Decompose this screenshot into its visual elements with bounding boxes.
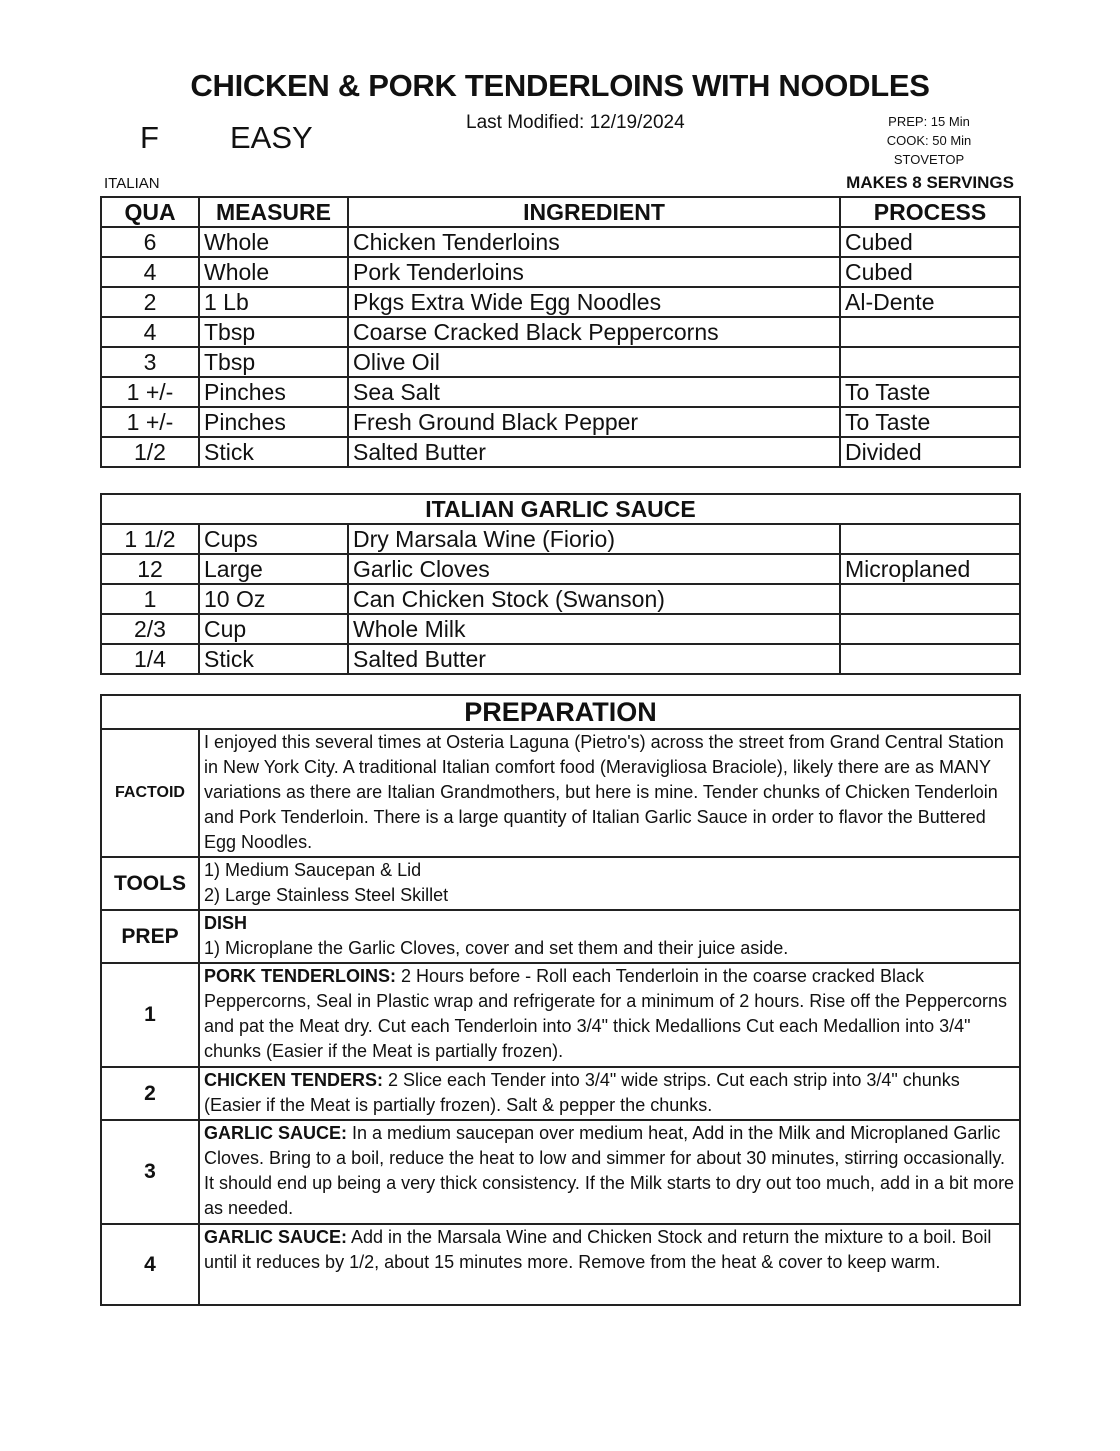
tools-row [101,857,1020,910]
ingredient-cell: Coarse Cracked Black Peppercorns [348,317,840,347]
ingredient-row [101,644,1020,674]
measure-cell: Whole [199,227,348,257]
step-row [101,963,1020,1067]
factoid-label: FACTOID [101,729,199,857]
qty-cell: 1 +/- [101,407,199,437]
measure-cell: 1 Lb [199,287,348,317]
ingredient-row [101,614,1020,644]
ingredient-cell: Garlic Cloves [348,554,840,584]
tool-item: 1) Medium Saucepan & Lid [204,860,422,880]
ingredient-row [101,554,1020,584]
cook-method: STOVETOP [893,152,965,167]
last-modified: Last Modified: 12/19/2024 [466,112,685,133]
ingredients-table [100,196,1021,468]
column-header-measure: MEASURE [199,197,348,227]
ingredient-cell: Olive Oil [348,347,840,377]
ingredient-cell: Salted Butter [348,644,840,674]
prep-heading: DISH [204,913,248,933]
qty-cell: 1 1/2 [101,524,199,554]
preparation-table [100,694,1021,1306]
process-cell: Al-Dente [840,287,1020,317]
ingredient-row [101,347,1020,377]
prep-row [101,910,1020,963]
measure-cell: 10 Oz [199,584,348,614]
factoid-text: I enjoyed this several times at Osteria Laguna (Pietro's) across the street from Grand Central Station in New York City. A traditional Italian comfort food (Meravigliosa Braciole), likely there are as MANY variations as there are Italian Grandmothers, but here is mine. Tender chunks of Chicken Tenderloin and Pork Tenderloin. There is a large quantity of Italian Garlic Sauce in order to flavor the Buttered Egg Noodles. [199,729,1020,857]
measure-cell: Large [199,554,348,584]
ingredient-cell: Pkgs Extra Wide Egg Noodles [348,287,840,317]
step-lead: GARLIC SAUCE: [204,1123,347,1143]
time-info [870,112,988,169]
process-cell: Cubed [840,227,1020,257]
measure-cell: Stick [199,644,348,674]
qty-cell: 1/2 [101,437,199,467]
qty-cell: 3 [101,347,199,377]
step-row [101,1067,1020,1120]
prep-label: PREP [101,910,199,963]
process-cell: To Taste [840,407,1020,437]
process-cell: Divided [840,437,1020,467]
ingredient-row [101,437,1020,467]
difficulty-label: EASY [230,120,313,155]
ingredients-header-row [101,197,1020,227]
step-number: 1 [101,963,199,1067]
sauce-table [100,493,1021,675]
step-lead: GARLIC SAUCE: [204,1227,347,1247]
measure-cell: Pinches [199,407,348,437]
process-cell: To Taste [840,377,1020,407]
process-cell [840,347,1020,377]
ingredient-row [101,377,1020,407]
qty-cell: 1/4 [101,644,199,674]
step-number: 3 [101,1120,199,1224]
preparation-title: PREPARATION [101,695,1020,729]
sauce-title: ITALIAN GARLIC SAUCE [101,494,1020,524]
ingredient-row [101,227,1020,257]
ingredient-row [101,524,1020,554]
ingredient-cell: Chicken Tenderloins [348,227,840,257]
ingredient-cell: Pork Tenderloins [348,257,840,287]
ingredient-cell: Fresh Ground Black Pepper [348,407,840,437]
process-cell [840,524,1020,554]
ingredients-body [101,227,1020,467]
step-lead: PORK TENDERLOINS: [204,966,397,986]
column-header-qty: QUA [101,197,199,227]
prep-text: 1) Microplane the Garlic Cloves, cover and set them and their juice aside. [204,938,789,958]
ingredient-row [101,317,1020,347]
qty-cell: 12 [101,554,199,584]
ingredient-row [101,257,1020,287]
measure-cell: Whole [199,257,348,287]
qty-cell: 2 [101,287,199,317]
tools-label: TOOLS [101,857,199,910]
column-header-process: PROCESS [840,197,1020,227]
step-number: 2 [101,1067,199,1120]
prep-time: PREP: 15 Min [888,114,970,129]
tool-item: 2) Large Stainless Steel Skillet [204,885,449,905]
sauce-body [101,524,1020,674]
qty-cell: 1 +/- [101,377,199,407]
measure-cell: Tbsp [199,317,348,347]
qty-cell: 4 [101,257,199,287]
step-text: In a medium saucepan over medium heat, Add in the Milk and Microplaned Garlic Cloves. Bring to a boil, reduce the heat to low and simmer for about 30 minutes, stirring occasionally. It should end up being a very thick consistency. If the Milk starts to dry out too much, add in a bit more as needed. [204,1123,1015,1218]
step-text: 2 Slice each Tender into 3/4" wide strips. Cut each strip into 3/4" chunks (Easier if the Meat is partially frozen). Salt & pepper the chunks. [204,1070,960,1115]
servings-label: MAKES 8 SERVINGS [846,173,1014,192]
qty-cell: 4 [101,317,199,347]
measure-cell: Stick [199,437,348,467]
step-text: Add in the Marsala Wine and Chicken Stock and return the mixture to a boil. Boil until it reduces by 1/2, about 15 minutes more. Remove from the heat & cover to keep warm. [204,1227,992,1272]
cuisine-label: ITALIAN [104,175,160,192]
process-cell [840,317,1020,347]
process-cell [840,584,1020,614]
step-row [101,1224,1020,1305]
measure-cell: Tbsp [199,347,348,377]
recipe-title: CHICKEN & PORK TENDERLOINS WITH NOODLES [190,68,930,103]
ingredient-row [101,407,1020,437]
qty-cell: 6 [101,227,199,257]
process-cell [840,644,1020,674]
ingredient-row [101,584,1020,614]
qty-cell: 1 [101,584,199,614]
ingredient-cell: Whole Milk [348,614,840,644]
step-lead: CHICKEN TENDERS: [204,1070,384,1090]
measure-cell: Cups [199,524,348,554]
measure-cell: Cup [199,614,348,644]
recipe-code: F [140,120,159,155]
step-number: 4 [101,1224,199,1305]
ingredient-row [101,287,1020,317]
ingredient-cell: Sea Salt [348,377,840,407]
process-cell [840,614,1020,644]
ingredient-cell: Salted Butter [348,437,840,467]
process-cell: Cubed [840,257,1020,287]
step-row [101,1120,1020,1224]
factoid-row [101,729,1020,857]
step-text: 2 Hours before - Roll each Tenderloin in the coarse cracked Black Peppercorns, Seal in Plastic wrap and refrigerate for a minimum of 2 hours. Rise off the Peppercorns and pat the Meat dry. Cut each Tenderloin into 3/4" thick Medallions Cut each Medallion into 3/4" chunks (Easier if the Meat is partially frozen). [204,966,1008,1061]
ingredient-cell: Can Chicken Stock (Swanson) [348,584,840,614]
process-cell: Microplaned [840,554,1020,584]
column-header-ingredient: INGREDIENT [348,197,840,227]
ingredient-cell: Dry Marsala Wine (Fiorio) [348,524,840,554]
qty-cell: 2/3 [101,614,199,644]
measure-cell: Pinches [199,377,348,407]
cook-time: COOK: 50 Min [886,133,972,148]
